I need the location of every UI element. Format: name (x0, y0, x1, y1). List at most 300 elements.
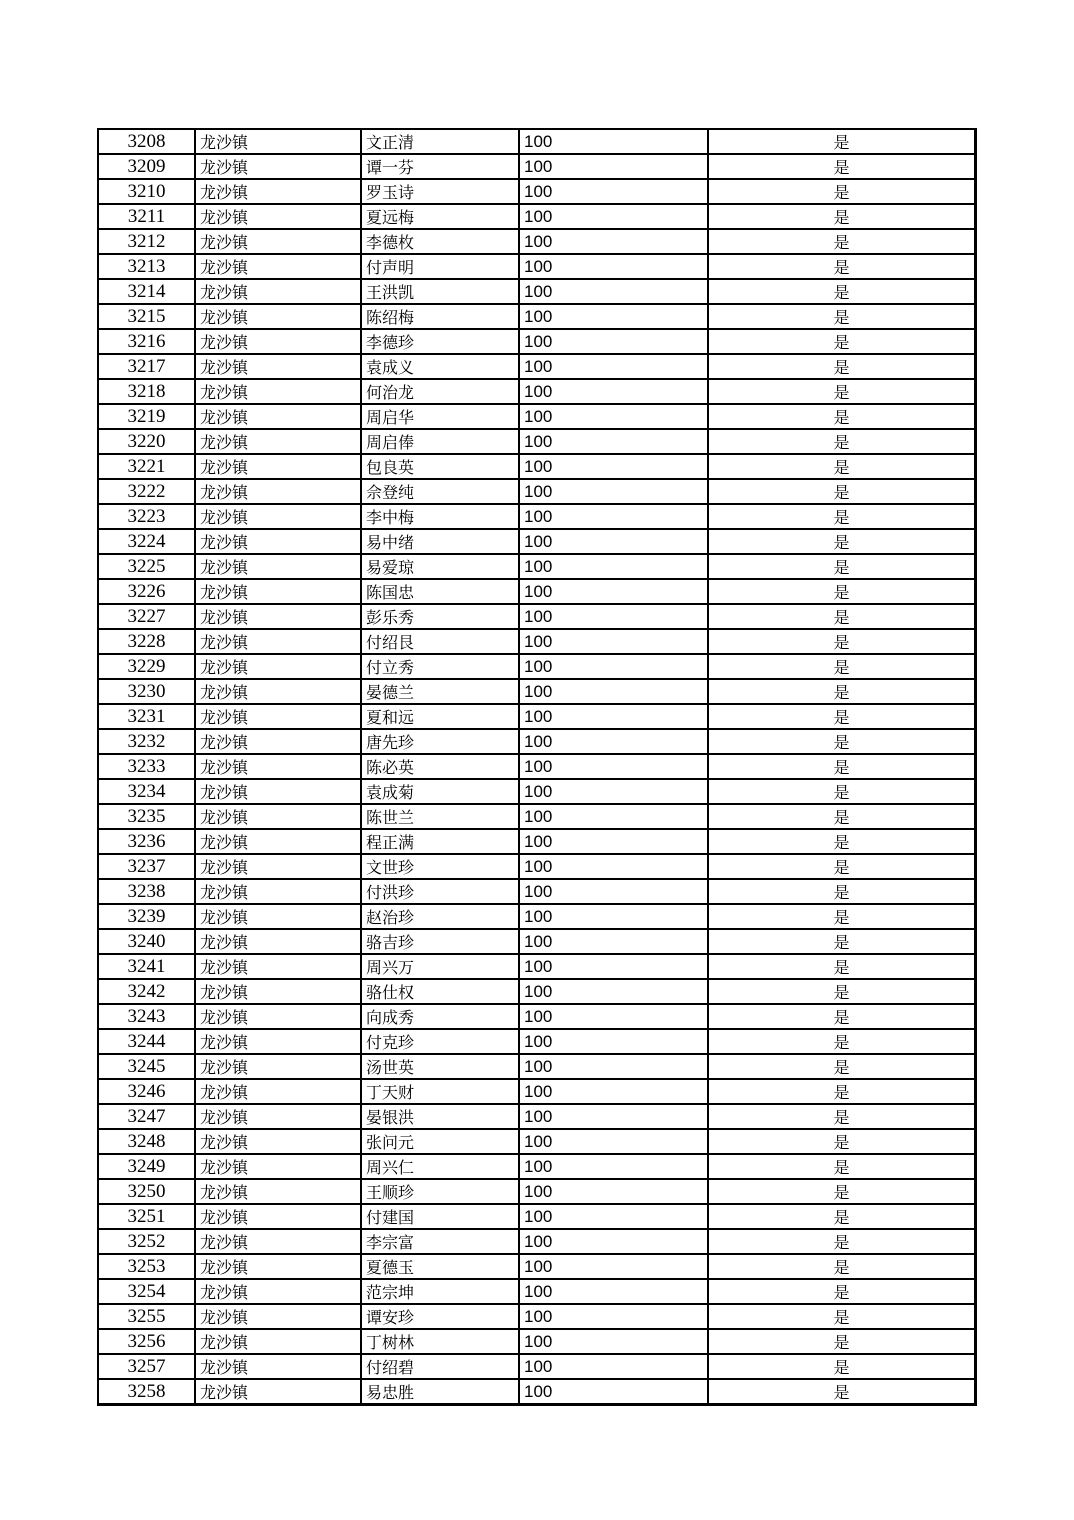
score-cell: 100 (519, 1079, 708, 1104)
name-cell: 晏银洪 (361, 1104, 519, 1129)
town-cell: 龙沙镇 (195, 579, 361, 604)
score-cell: 100 (519, 1229, 708, 1254)
name-cell: 袁成菊 (361, 779, 519, 804)
certified-cell: 是 (708, 179, 976, 204)
certified-cell: 是 (708, 779, 976, 804)
name-cell: 包良英 (361, 454, 519, 479)
certified-cell: 是 (708, 929, 976, 954)
certified-cell: 是 (708, 554, 976, 579)
table-row (98, 804, 976, 829)
town-cell: 龙沙镇 (195, 504, 361, 529)
row-id-cell: 3242 (98, 979, 195, 1004)
certified-cell: 是 (708, 504, 976, 529)
row-id-cell: 3223 (98, 504, 195, 529)
score-cell: 100 (519, 279, 708, 304)
row-id-cell: 3230 (98, 679, 195, 704)
row-id-cell: 3209 (98, 154, 195, 179)
score-cell: 100 (519, 929, 708, 954)
certified-cell: 是 (708, 1379, 976, 1405)
name-cell: 佘登纯 (361, 479, 519, 504)
certified-cell: 是 (708, 1229, 976, 1254)
score-cell: 100 (519, 129, 708, 154)
name-cell: 付声明 (361, 254, 519, 279)
name-cell: 张问元 (361, 1129, 519, 1154)
name-cell: 骆仕权 (361, 979, 519, 1004)
certified-cell: 是 (708, 379, 976, 404)
town-cell: 龙沙镇 (195, 879, 361, 904)
certified-cell: 是 (708, 1054, 976, 1079)
name-cell: 李德枚 (361, 229, 519, 254)
score-cell: 100 (519, 154, 708, 179)
score-cell: 100 (519, 729, 708, 754)
certified-cell: 是 (708, 479, 976, 504)
name-cell: 周兴万 (361, 954, 519, 979)
row-id-cell: 3238 (98, 879, 195, 904)
certified-cell: 是 (708, 154, 976, 179)
row-id-cell: 3255 (98, 1304, 195, 1329)
table-row (98, 579, 976, 604)
score-cell: 100 (519, 1104, 708, 1129)
town-cell: 龙沙镇 (195, 279, 361, 304)
name-cell: 周启华 (361, 404, 519, 429)
name-cell: 付建国 (361, 1204, 519, 1229)
row-id-cell: 3213 (98, 254, 195, 279)
score-cell: 100 (519, 854, 708, 879)
town-cell: 龙沙镇 (195, 354, 361, 379)
name-cell: 王顺珍 (361, 1179, 519, 1204)
table-row (98, 1029, 976, 1054)
town-cell: 龙沙镇 (195, 754, 361, 779)
score-cell: 100 (519, 1279, 708, 1304)
table-row (98, 1229, 976, 1254)
score-cell: 100 (519, 979, 708, 1004)
table-row (98, 1179, 976, 1204)
table-row (98, 1079, 976, 1104)
town-cell: 龙沙镇 (195, 554, 361, 579)
row-id-cell: 3256 (98, 1329, 195, 1354)
row-id-cell: 3251 (98, 1204, 195, 1229)
name-cell: 文正清 (361, 129, 519, 154)
score-cell: 100 (519, 504, 708, 529)
row-id-cell: 3232 (98, 729, 195, 754)
certified-cell: 是 (708, 604, 976, 629)
row-id-cell: 3257 (98, 1354, 195, 1379)
certified-cell: 是 (708, 754, 976, 779)
certified-cell: 是 (708, 654, 976, 679)
name-cell: 文世珍 (361, 854, 519, 879)
score-cell: 100 (519, 829, 708, 854)
row-id-cell: 3254 (98, 1279, 195, 1304)
town-cell: 龙沙镇 (195, 779, 361, 804)
row-id-cell: 3248 (98, 1129, 195, 1154)
row-id-cell: 3222 (98, 479, 195, 504)
score-cell: 100 (519, 604, 708, 629)
certified-cell: 是 (708, 1304, 976, 1329)
name-cell: 夏远梅 (361, 204, 519, 229)
name-cell: 易爱琼 (361, 554, 519, 579)
certified-cell: 是 (708, 1129, 976, 1154)
certified-cell: 是 (708, 1254, 976, 1279)
row-id-cell: 3244 (98, 1029, 195, 1054)
score-cell: 100 (519, 1329, 708, 1354)
row-id-cell: 3227 (98, 604, 195, 629)
score-cell: 100 (519, 954, 708, 979)
name-cell: 付克珍 (361, 1029, 519, 1054)
table-row (98, 204, 976, 229)
table-row (98, 529, 976, 554)
name-cell: 易忠胜 (361, 1379, 519, 1405)
certified-cell: 是 (708, 254, 976, 279)
table-row (98, 879, 976, 904)
row-id-cell: 3234 (98, 779, 195, 804)
name-cell: 夏和远 (361, 704, 519, 729)
certified-cell: 是 (708, 279, 976, 304)
score-cell: 100 (519, 579, 708, 604)
row-id-cell: 3249 (98, 1154, 195, 1179)
town-cell: 龙沙镇 (195, 379, 361, 404)
certified-cell: 是 (708, 1354, 976, 1379)
table-row (98, 279, 976, 304)
certified-cell: 是 (708, 304, 976, 329)
table-row (98, 354, 976, 379)
town-cell: 龙沙镇 (195, 829, 361, 854)
certified-cell: 是 (708, 1004, 976, 1029)
row-id-cell: 3220 (98, 429, 195, 454)
row-id-cell: 3233 (98, 754, 195, 779)
town-cell: 龙沙镇 (195, 1204, 361, 1229)
certified-cell: 是 (708, 529, 976, 554)
name-cell: 付洪珍 (361, 879, 519, 904)
score-cell: 100 (519, 479, 708, 504)
table-row (98, 929, 976, 954)
table-row (98, 154, 976, 179)
table-row (98, 504, 976, 529)
table-row (98, 479, 976, 504)
table-row (98, 1204, 976, 1229)
table-row (98, 779, 976, 804)
certified-cell: 是 (708, 1179, 976, 1204)
certified-cell: 是 (708, 454, 976, 479)
name-cell: 谭一芬 (361, 154, 519, 179)
name-cell: 范宗坤 (361, 1279, 519, 1304)
town-cell: 龙沙镇 (195, 529, 361, 554)
town-cell: 龙沙镇 (195, 854, 361, 879)
town-cell: 龙沙镇 (195, 404, 361, 429)
town-cell: 龙沙镇 (195, 1279, 361, 1304)
score-cell: 100 (519, 1129, 708, 1154)
town-cell: 龙沙镇 (195, 1004, 361, 1029)
score-cell: 100 (519, 704, 708, 729)
town-cell: 龙沙镇 (195, 1254, 361, 1279)
score-cell: 100 (519, 429, 708, 454)
town-cell: 龙沙镇 (195, 729, 361, 754)
certified-cell: 是 (708, 679, 976, 704)
score-cell: 100 (519, 1154, 708, 1179)
name-cell: 陈世兰 (361, 804, 519, 829)
table-row (98, 554, 976, 579)
row-id-cell: 3210 (98, 179, 195, 204)
table-row (98, 1004, 976, 1029)
table-row (98, 404, 976, 429)
table-row (98, 329, 976, 354)
row-id-cell: 3228 (98, 629, 195, 654)
score-cell: 100 (519, 1004, 708, 1029)
town-cell: 龙沙镇 (195, 229, 361, 254)
table-row (98, 979, 976, 1004)
town-cell: 龙沙镇 (195, 429, 361, 454)
score-cell: 100 (519, 1054, 708, 1079)
score-cell: 100 (519, 679, 708, 704)
table-row (98, 254, 976, 279)
certified-cell: 是 (708, 579, 976, 604)
table-row (98, 1054, 976, 1079)
town-cell: 龙沙镇 (195, 1104, 361, 1129)
town-cell: 龙沙镇 (195, 1079, 361, 1104)
row-id-cell: 3221 (98, 454, 195, 479)
certified-cell: 是 (708, 1329, 976, 1354)
name-cell: 谭安珍 (361, 1304, 519, 1329)
town-cell: 龙沙镇 (195, 1329, 361, 1354)
table-row (98, 1129, 976, 1154)
row-id-cell: 3218 (98, 379, 195, 404)
score-cell: 100 (519, 554, 708, 579)
table-row (98, 304, 976, 329)
row-id-cell: 3208 (98, 129, 195, 154)
town-cell: 龙沙镇 (195, 1179, 361, 1204)
table-row (98, 954, 976, 979)
town-cell: 龙沙镇 (195, 329, 361, 354)
certified-cell: 是 (708, 1029, 976, 1054)
name-cell: 陈必英 (361, 754, 519, 779)
score-cell: 100 (519, 204, 708, 229)
score-cell: 100 (519, 254, 708, 279)
row-id-cell: 3250 (98, 1179, 195, 1204)
row-id-cell: 3217 (98, 354, 195, 379)
table-row (98, 904, 976, 929)
town-cell: 龙沙镇 (195, 804, 361, 829)
table-row (98, 229, 976, 254)
table-row (98, 1154, 976, 1179)
name-cell: 彭乐秀 (361, 604, 519, 629)
name-cell: 付绍艮 (361, 629, 519, 654)
table-row (98, 1379, 976, 1405)
table-row (98, 429, 976, 454)
row-id-cell: 3243 (98, 1004, 195, 1029)
town-cell: 龙沙镇 (195, 129, 361, 154)
score-cell: 100 (519, 629, 708, 654)
certified-cell: 是 (708, 804, 976, 829)
certified-cell: 是 (708, 1104, 976, 1129)
score-cell: 100 (519, 179, 708, 204)
row-id-cell: 3216 (98, 329, 195, 354)
name-cell: 唐先珍 (361, 729, 519, 754)
table-row (98, 129, 976, 154)
name-cell: 袁成义 (361, 354, 519, 379)
score-cell: 100 (519, 529, 708, 554)
certified-cell: 是 (708, 904, 976, 929)
name-cell: 赵治珍 (361, 904, 519, 929)
certified-cell: 是 (708, 729, 976, 754)
row-id-cell: 3212 (98, 229, 195, 254)
name-cell: 罗玉诗 (361, 179, 519, 204)
name-cell: 王洪凯 (361, 279, 519, 304)
town-cell: 龙沙镇 (195, 954, 361, 979)
town-cell: 龙沙镇 (195, 1129, 361, 1154)
score-cell: 100 (519, 779, 708, 804)
town-cell: 龙沙镇 (195, 479, 361, 504)
score-cell: 100 (519, 654, 708, 679)
row-id-cell: 3229 (98, 654, 195, 679)
certified-cell: 是 (708, 879, 976, 904)
name-cell: 李德珍 (361, 329, 519, 354)
certified-cell: 是 (708, 204, 976, 229)
table-row (98, 1354, 976, 1379)
score-cell: 100 (519, 754, 708, 779)
row-id-cell: 3241 (98, 954, 195, 979)
town-cell: 龙沙镇 (195, 1379, 361, 1405)
name-cell: 程正满 (361, 829, 519, 854)
name-cell: 付绍碧 (361, 1354, 519, 1379)
certified-cell: 是 (708, 404, 976, 429)
score-cell: 100 (519, 1354, 708, 1379)
score-cell: 100 (519, 1204, 708, 1229)
town-cell: 龙沙镇 (195, 629, 361, 654)
score-cell: 100 (519, 1379, 708, 1405)
row-id-cell: 3239 (98, 904, 195, 929)
name-cell: 李宗富 (361, 1229, 519, 1254)
certified-cell: 是 (708, 1154, 976, 1179)
name-cell: 陈绍梅 (361, 304, 519, 329)
certified-cell: 是 (708, 329, 976, 354)
table-row (98, 729, 976, 754)
table-row (98, 379, 976, 404)
score-cell: 100 (519, 1254, 708, 1279)
name-cell: 李中梅 (361, 504, 519, 529)
score-cell: 100 (519, 229, 708, 254)
row-id-cell: 3258 (98, 1379, 195, 1405)
certified-cell: 是 (708, 1079, 976, 1104)
score-cell: 100 (519, 1029, 708, 1054)
table-row (98, 454, 976, 479)
score-cell: 100 (519, 454, 708, 479)
certified-cell: 是 (708, 129, 976, 154)
table-row (98, 179, 976, 204)
town-cell: 龙沙镇 (195, 254, 361, 279)
name-cell: 周启俸 (361, 429, 519, 454)
score-cell: 100 (519, 404, 708, 429)
certified-cell: 是 (708, 854, 976, 879)
certified-cell: 是 (708, 979, 976, 1004)
table-row (98, 829, 976, 854)
score-cell: 100 (519, 804, 708, 829)
certified-cell: 是 (708, 229, 976, 254)
row-id-cell: 3225 (98, 554, 195, 579)
row-id-cell: 3236 (98, 829, 195, 854)
row-id-cell: 3246 (98, 1079, 195, 1104)
row-id-cell: 3237 (98, 854, 195, 879)
town-cell: 龙沙镇 (195, 154, 361, 179)
town-cell: 龙沙镇 (195, 1029, 361, 1054)
row-id-cell: 3235 (98, 804, 195, 829)
score-cell: 100 (519, 304, 708, 329)
name-cell: 丁树林 (361, 1329, 519, 1354)
score-cell: 100 (519, 379, 708, 404)
certified-cell: 是 (708, 1279, 976, 1304)
table-row (98, 604, 976, 629)
score-cell: 100 (519, 329, 708, 354)
row-id-cell: 3211 (98, 204, 195, 229)
town-cell: 龙沙镇 (195, 604, 361, 629)
town-cell: 龙沙镇 (195, 979, 361, 1004)
name-cell: 晏德兰 (361, 679, 519, 704)
certified-cell: 是 (708, 954, 976, 979)
certified-cell: 是 (708, 704, 976, 729)
table-row (98, 854, 976, 879)
certified-cell: 是 (708, 1204, 976, 1229)
name-cell: 向成秀 (361, 1004, 519, 1029)
name-cell: 骆吉珍 (361, 929, 519, 954)
town-cell: 龙沙镇 (195, 929, 361, 954)
town-cell: 龙沙镇 (195, 454, 361, 479)
row-id-cell: 3226 (98, 579, 195, 604)
row-id-cell: 3224 (98, 529, 195, 554)
name-cell: 易中绪 (361, 529, 519, 554)
score-cell: 100 (519, 354, 708, 379)
score-cell: 100 (519, 879, 708, 904)
town-cell: 龙沙镇 (195, 904, 361, 929)
town-cell: 龙沙镇 (195, 1154, 361, 1179)
row-id-cell: 3214 (98, 279, 195, 304)
records-table-body (98, 129, 976, 1405)
name-cell: 何治龙 (361, 379, 519, 404)
name-cell: 周兴仁 (361, 1154, 519, 1179)
table-row (98, 1329, 976, 1354)
certified-cell: 是 (708, 354, 976, 379)
name-cell: 陈国忠 (361, 579, 519, 604)
town-cell: 龙沙镇 (195, 679, 361, 704)
records-table (97, 128, 977, 1406)
table-row (98, 1304, 976, 1329)
certified-cell: 是 (708, 829, 976, 854)
table-row (98, 1254, 976, 1279)
score-cell: 100 (519, 1179, 708, 1204)
row-id-cell: 3253 (98, 1254, 195, 1279)
row-id-cell: 3215 (98, 304, 195, 329)
certified-cell: 是 (708, 429, 976, 454)
row-id-cell: 3240 (98, 929, 195, 954)
table-row (98, 704, 976, 729)
score-cell: 100 (519, 1304, 708, 1329)
table-row (98, 679, 976, 704)
certified-cell: 是 (708, 629, 976, 654)
row-id-cell: 3247 (98, 1104, 195, 1129)
score-cell: 100 (519, 904, 708, 929)
row-id-cell: 3231 (98, 704, 195, 729)
town-cell: 龙沙镇 (195, 179, 361, 204)
town-cell: 龙沙镇 (195, 1304, 361, 1329)
row-id-cell: 3252 (98, 1229, 195, 1254)
town-cell: 龙沙镇 (195, 1054, 361, 1079)
table-row (98, 654, 976, 679)
name-cell: 丁天财 (361, 1079, 519, 1104)
town-cell: 龙沙镇 (195, 654, 361, 679)
row-id-cell: 3245 (98, 1054, 195, 1079)
row-id-cell: 3219 (98, 404, 195, 429)
table-row (98, 629, 976, 654)
table-row (98, 1104, 976, 1129)
name-cell: 汤世英 (361, 1054, 519, 1079)
town-cell: 龙沙镇 (195, 704, 361, 729)
